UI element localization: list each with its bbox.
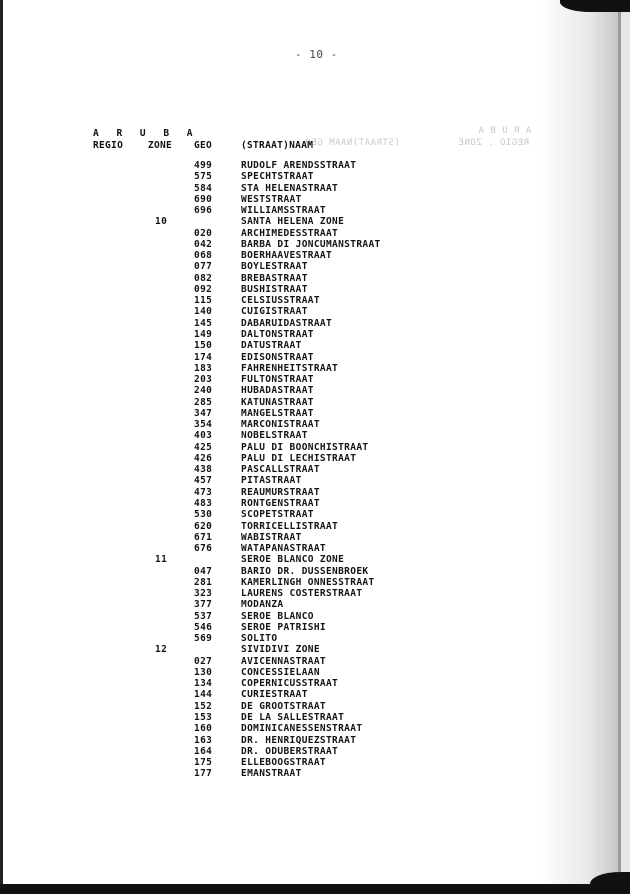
street-name-cell: ARCHIMEDESSTRAAT xyxy=(241,227,339,239)
street-name-cell: PASCALLSTRAAT xyxy=(241,464,320,476)
street-name-cell: CONCESSIELAAN xyxy=(241,666,320,678)
bleed-through-aruba: A R U B A xyxy=(478,126,532,136)
table-row xyxy=(0,622,540,633)
street-name-cell: SEROE BLANCO xyxy=(241,610,314,622)
table-row xyxy=(0,678,540,689)
street-name-cell: BARIO DR. DUSSENBROEK xyxy=(241,565,369,577)
table-row xyxy=(0,430,540,441)
geo-code-cell: 671 xyxy=(194,531,213,543)
street-name-cell: SOLITO xyxy=(241,633,278,645)
table-row xyxy=(0,543,540,554)
geo-code-cell: 690 xyxy=(194,193,213,205)
geo-code-cell: 175 xyxy=(194,757,213,769)
geo-code-cell: 203 xyxy=(194,374,213,386)
street-name-cell: DR. HENRIQUEZSTRAAT xyxy=(241,734,357,746)
street-name-cell: DOMINICANESSENSTRAAT xyxy=(241,723,363,735)
table-row xyxy=(0,273,540,284)
geo-code-cell: 569 xyxy=(194,633,213,645)
geo-code-cell: 130 xyxy=(194,666,213,678)
table-row xyxy=(0,295,540,306)
table-row xyxy=(0,611,540,622)
geo-code-cell: 537 xyxy=(194,610,213,622)
geo-code-cell: 020 xyxy=(194,227,213,239)
street-name-cell: RONTGENSTRAAT xyxy=(241,497,320,509)
table-row xyxy=(0,419,540,430)
street-name-cell: SCOPETSTRAAT xyxy=(241,509,314,521)
street-name-cell: NOBELSTRAAT xyxy=(241,430,308,442)
street-name-cell: WABISTRAAT xyxy=(241,531,302,543)
bleed-through-geo-naam: (STRAAT)NAAM GEO xyxy=(305,138,400,148)
table-row xyxy=(0,385,540,396)
geo-code-cell: 347 xyxy=(194,407,213,419)
table-row xyxy=(0,509,540,520)
geo-code-cell: 483 xyxy=(194,497,213,509)
geo-code-cell: 152 xyxy=(194,700,213,712)
scan-border-bottom xyxy=(0,884,630,894)
facing-page-edge xyxy=(621,10,630,886)
table-row xyxy=(0,340,540,351)
street-name-cell: PALU DI LECHISTRAAT xyxy=(241,452,357,464)
street-name-cell: FULTONSTRAAT xyxy=(241,374,314,386)
table-row xyxy=(0,216,540,227)
geo-code-cell: 140 xyxy=(194,306,213,318)
street-name-cell: MARCONISTRAAT xyxy=(241,419,320,431)
street-name-cell: PALU DI BOONCHISTRAAT xyxy=(241,441,369,453)
geo-code-cell: 153 xyxy=(194,712,213,724)
table-row xyxy=(0,757,540,768)
column-header-regio: REGIO xyxy=(93,140,124,151)
table-row xyxy=(0,408,540,419)
table-row xyxy=(0,239,540,250)
geo-code-cell: 696 xyxy=(194,205,213,217)
table-row xyxy=(0,521,540,532)
geo-code-cell: 149 xyxy=(194,328,213,340)
street-name-cell: SANTA HELENA ZONE xyxy=(241,216,345,228)
street-name-cell: MODANZA xyxy=(241,599,284,611)
geo-code-cell: 575 xyxy=(194,171,213,183)
geo-code-cell: 457 xyxy=(194,475,213,487)
street-name-cell: WESTSTRAAT xyxy=(241,193,302,205)
street-name-cell: STA HELENASTRAAT xyxy=(241,182,339,194)
table-row xyxy=(0,250,540,261)
street-name-cell: RUDOLF ARENDSSTRAAT xyxy=(241,160,357,171)
street-name-cell: CUIGISTRAAT xyxy=(241,306,308,318)
street-name-cell: WILLIAMSSTRAAT xyxy=(241,205,326,217)
street-name-cell: DE GROOTSTRAAT xyxy=(241,700,326,712)
geo-code-cell: 082 xyxy=(194,272,213,284)
table-row xyxy=(0,712,540,723)
geo-code-cell: 620 xyxy=(194,520,213,532)
street-name-cell: BOYLESTRAAT xyxy=(241,261,308,273)
table-row xyxy=(0,397,540,408)
scan-border-corner xyxy=(590,872,630,894)
geo-code-cell: 354 xyxy=(194,419,213,431)
table-row xyxy=(0,644,540,655)
geo-code-cell: 473 xyxy=(194,486,213,498)
street-name-cell: SEROE PATRISHI xyxy=(241,621,326,633)
table-row xyxy=(0,261,540,272)
table-row xyxy=(0,746,540,757)
street-name-cell: BOERHAAVESTRAAT xyxy=(241,250,333,262)
table-row xyxy=(0,194,540,205)
table-row xyxy=(0,284,540,295)
table-row xyxy=(0,183,540,194)
geo-code-cell: 164 xyxy=(194,745,213,757)
street-name-cell: EDISONSTRAAT xyxy=(241,351,314,363)
geo-code-cell: 160 xyxy=(194,723,213,735)
table-row xyxy=(0,171,540,182)
table-row xyxy=(0,318,540,329)
geo-code-cell: 377 xyxy=(194,599,213,611)
column-header-zone: ZONE xyxy=(148,140,173,151)
zone-cell: 10 xyxy=(155,216,168,228)
street-name-cell: DABARUIDASTRAAT xyxy=(241,317,333,329)
street-name-cell: BREBASTRAAT xyxy=(241,272,308,284)
street-name-cell: KATUNASTRAAT xyxy=(241,396,314,408)
street-name-cell: LAURENS COSTERSTRAAT xyxy=(241,588,363,600)
page-gutter-shadow xyxy=(540,0,620,894)
street-name-cell: SEROE BLANCO ZONE xyxy=(241,554,345,566)
street-name-cell: HUBADASTRAAT xyxy=(241,385,314,397)
geo-code-cell: 027 xyxy=(194,655,213,667)
table-row xyxy=(0,487,540,498)
geo-code-cell: 426 xyxy=(194,452,213,464)
geo-code-cell: 145 xyxy=(194,317,213,329)
street-name-cell: AVICENNASTRAAT xyxy=(241,655,326,667)
page-number: - 10 - xyxy=(295,48,338,61)
street-name-cell: KAMERLINGH ONNESSTRAAT xyxy=(241,576,375,588)
column-header-straatnaam: (STRAAT)NAAM xyxy=(241,140,314,151)
table-row xyxy=(0,667,540,678)
table-row xyxy=(0,566,540,577)
street-name-cell: BUSHISTRAAT xyxy=(241,283,308,295)
table-row xyxy=(0,633,540,644)
street-name-cell: DALTONSTRAAT xyxy=(241,328,314,340)
header-aruba: A R U B A xyxy=(93,128,199,139)
table-row xyxy=(0,329,540,340)
table-row xyxy=(0,532,540,543)
street-name-cell: DE LA SALLESTRAAT xyxy=(241,712,345,724)
street-name-cell: DATUSTRAAT xyxy=(241,340,302,352)
table-row xyxy=(0,689,540,700)
street-name-cell: SPECHTSTRAAT xyxy=(241,171,314,183)
geo-code-cell: 047 xyxy=(194,565,213,577)
geo-code-cell: 676 xyxy=(194,543,213,555)
geo-code-cell: 177 xyxy=(194,768,213,780)
street-name-cell: CURIESTRAAT xyxy=(241,689,308,701)
zone-cell: 12 xyxy=(155,644,168,656)
geo-code-cell: 240 xyxy=(194,385,213,397)
table-row xyxy=(0,205,540,216)
street-list xyxy=(0,160,540,780)
table-row xyxy=(0,656,540,667)
geo-code-cell: 042 xyxy=(194,238,213,250)
table-row xyxy=(0,160,540,171)
geo-code-cell: 425 xyxy=(194,441,213,453)
table-row xyxy=(0,306,540,317)
street-name-cell: EMANSTRAAT xyxy=(241,768,302,780)
street-name-cell: SIVIDIVI ZONE xyxy=(241,644,320,656)
table-row xyxy=(0,374,540,385)
geo-code-cell: 285 xyxy=(194,396,213,408)
zone-cell: 11 xyxy=(155,554,168,566)
table-row xyxy=(0,228,540,239)
bleed-through-regio-zone: REGIO . ZONE xyxy=(458,138,530,148)
geo-code-cell: 530 xyxy=(194,509,213,521)
geo-code-cell: 546 xyxy=(194,621,213,633)
table-row xyxy=(0,735,540,746)
street-name-cell: WATAPANASTRAAT xyxy=(241,543,326,555)
table-row xyxy=(0,768,540,779)
table-row xyxy=(0,577,540,588)
table-row xyxy=(0,701,540,712)
geo-code-cell: 115 xyxy=(194,295,213,307)
geo-code-cell: 438 xyxy=(194,464,213,476)
street-name-cell: COPERNICUSSTRAAT xyxy=(241,678,339,690)
table-row xyxy=(0,599,540,610)
geo-code-cell: 144 xyxy=(194,689,213,701)
street-name-cell: DR. ODUBERSTRAAT xyxy=(241,745,339,757)
table-row xyxy=(0,723,540,734)
geo-code-cell: 183 xyxy=(194,362,213,374)
table-row xyxy=(0,498,540,509)
table-row xyxy=(0,453,540,464)
street-name-cell: ELLEBOOGSTRAAT xyxy=(241,757,326,769)
geo-code-cell: 499 xyxy=(194,160,213,171)
street-name-cell: PITASTRAAT xyxy=(241,475,302,487)
street-name-cell: FAHRENHEITSTRAAT xyxy=(241,362,339,374)
street-name-cell: BARBA DI JONCUMANSTRAAT xyxy=(241,238,381,250)
table-row xyxy=(0,588,540,599)
table-row xyxy=(0,464,540,475)
geo-code-cell: 163 xyxy=(194,734,213,746)
street-name-cell: TORRICELLISTRAAT xyxy=(241,520,339,532)
table-row xyxy=(0,363,540,374)
table-row xyxy=(0,475,540,486)
geo-code-cell: 092 xyxy=(194,283,213,295)
geo-code-cell: 281 xyxy=(194,576,213,588)
geo-code-cell: 323 xyxy=(194,588,213,600)
geo-code-cell: 174 xyxy=(194,351,213,363)
geo-code-cell: 077 xyxy=(194,261,213,273)
street-name-cell: MANGELSTRAAT xyxy=(241,407,314,419)
geo-code-cell: 134 xyxy=(194,678,213,690)
geo-code-cell: 150 xyxy=(194,340,213,352)
geo-code-cell: 403 xyxy=(194,430,213,442)
geo-code-cell: 584 xyxy=(194,182,213,194)
street-name-cell: CELSIUSSTRAAT xyxy=(241,295,320,307)
street-name-cell: REAUMURSTRAAT xyxy=(241,486,320,498)
table-row xyxy=(0,442,540,453)
column-header-geo: GEO xyxy=(194,140,213,151)
table-row xyxy=(0,352,540,363)
table-row xyxy=(0,554,540,565)
geo-code-cell: 068 xyxy=(194,250,213,262)
